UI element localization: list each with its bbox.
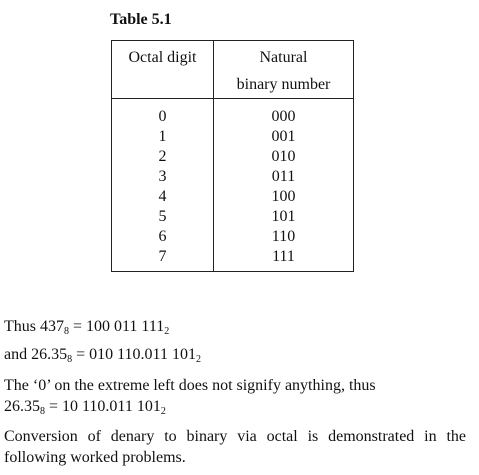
equation-line-437: [4, 316, 466, 337]
octal-digit-cell: 3: [158, 168, 167, 185]
binary-number-cell: 011: [271, 168, 296, 185]
binary-number-cell: 111: [272, 248, 295, 265]
subscript: 8: [40, 406, 45, 417]
equation-line-26-35: [4, 344, 466, 365]
text-fragment: and 26.35: [4, 346, 68, 363]
binary-number-cell: 110: [271, 228, 296, 245]
text-fragment: = 10 110.011 101: [45, 398, 161, 415]
binary-number-cell: 001: [271, 128, 296, 145]
header-octal-digit-text: Octal digit: [128, 49, 197, 66]
table-caption: Table 5.1: [110, 11, 172, 28]
subscript: 8: [64, 326, 69, 337]
header-natural-binary: [214, 41, 354, 99]
header-natural-line2: binary number: [236, 76, 331, 93]
conversion-paragraph: Conversion of denary to binary via octal is demonstrated in the following worked problems.: [4, 428, 466, 466]
equation-line-26-35-trimmed: [4, 396, 466, 417]
octal-digit-cell: 4: [158, 188, 167, 205]
text-fragment: 26.35: [4, 398, 40, 415]
binary-number-cell: 000: [271, 108, 296, 125]
subscript: 2: [164, 326, 170, 337]
octal-digit-cell: 1: [158, 128, 167, 145]
subscript: 2: [195, 354, 201, 365]
octal-digit-cell: 0: [158, 108, 167, 125]
text-fragment: = 100 011 111: [69, 318, 165, 335]
octal-digit-cell: 5: [158, 208, 167, 225]
header-octal-digit: [112, 41, 214, 99]
octal-digit-cell: 2: [158, 148, 167, 165]
binary-number-cell: 101: [271, 208, 296, 225]
text-fragment: = 010 110.011 101: [72, 346, 196, 363]
binary-number-cell: 010: [271, 148, 296, 165]
octal-binary-table: [111, 40, 354, 272]
text-fragment: Thus 437: [4, 318, 64, 335]
binary-number-cell: 100: [271, 188, 296, 205]
table-body-row: [112, 99, 354, 272]
table-header-row: [112, 41, 354, 99]
subscript: 8: [67, 354, 73, 365]
subscript: 2: [160, 406, 166, 417]
octal-digit-cell: 6: [158, 228, 167, 245]
header-natural-line1: Natural: [259, 49, 308, 66]
explanation-line: The ‘0’ on the extreme left does not signify anything, thus: [4, 377, 376, 394]
binary-number-column: [214, 99, 354, 272]
octal-digit-column: [112, 99, 214, 272]
octal-digit-cell: 7: [158, 248, 167, 265]
